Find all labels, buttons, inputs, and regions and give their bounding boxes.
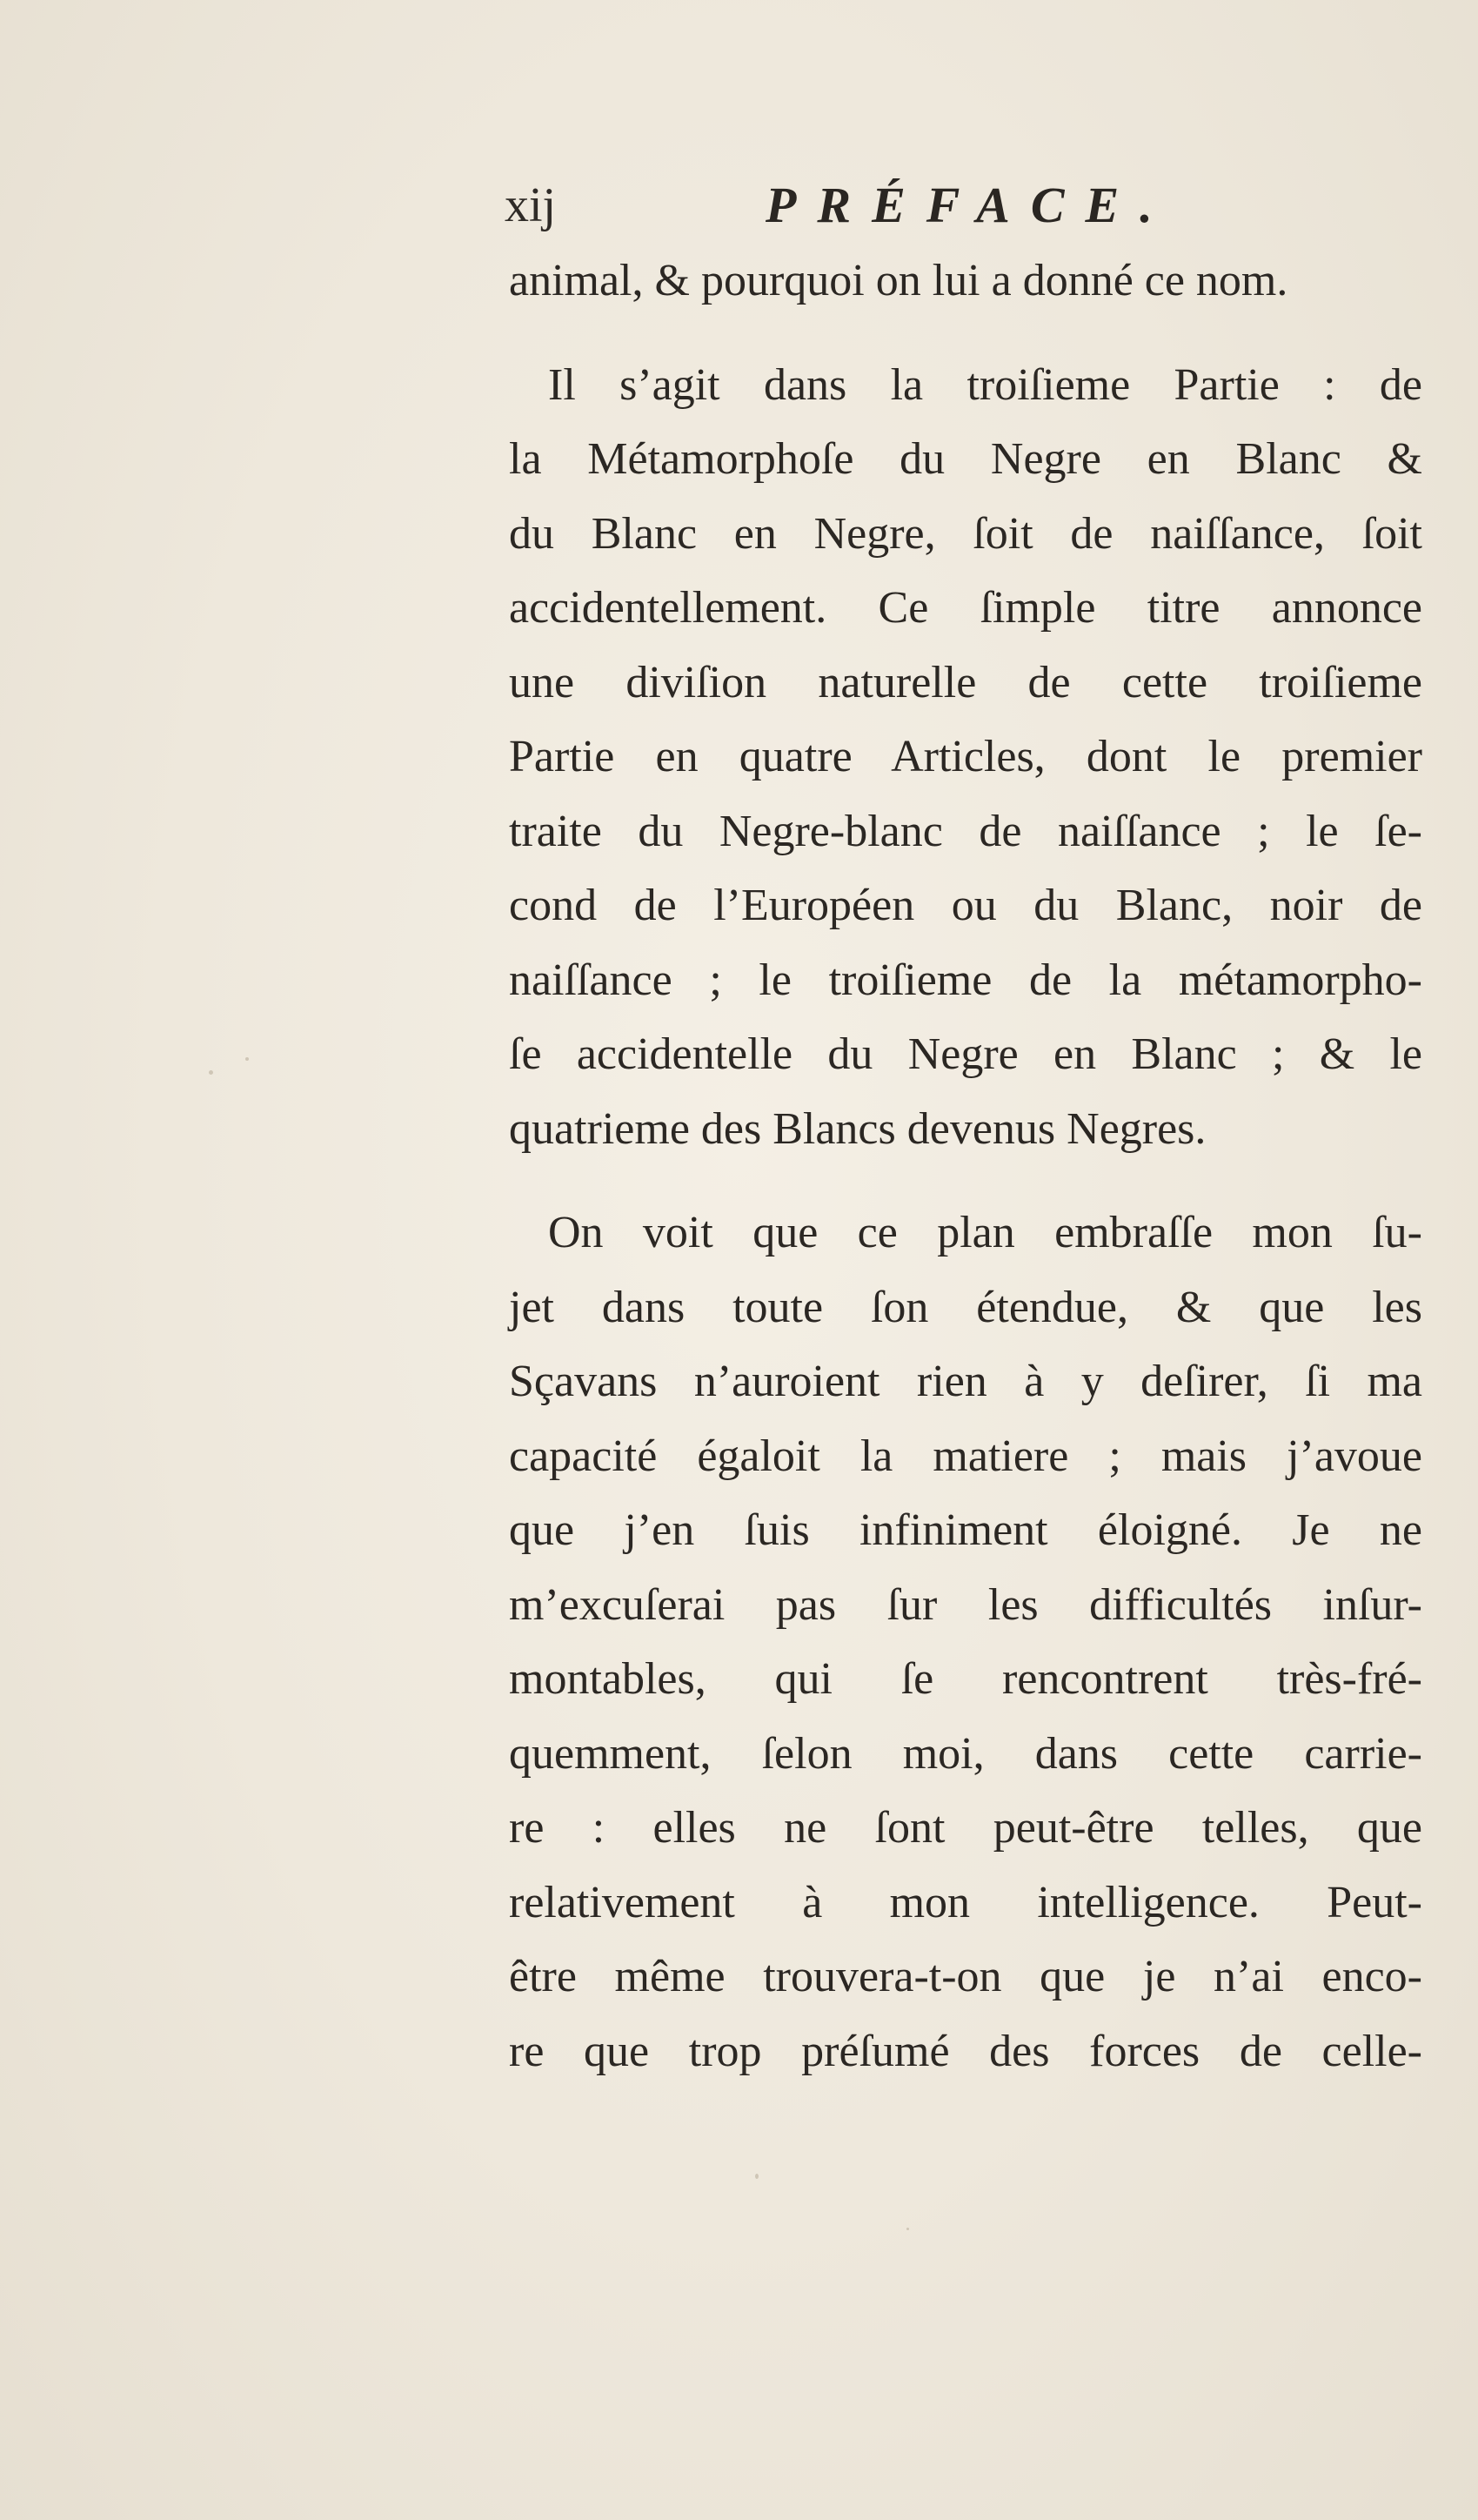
text-line: une diviſion naturelle de cette troiſieme bbox=[509, 657, 1422, 707]
page-header bbox=[505, 174, 1183, 252]
text-line: Partie en quatre Articles, dont le premier bbox=[509, 732, 1422, 781]
paper-speck bbox=[209, 1070, 213, 1075]
text-line: montables, qui ſe rencontrent très-fré- bbox=[509, 1654, 1422, 1704]
paper-speck bbox=[755, 2174, 759, 2179]
body-text bbox=[509, 244, 1422, 2088]
text-line: animal, & pourquoi on lui a donné ce nom. bbox=[509, 256, 1288, 305]
paragraph bbox=[509, 244, 1422, 318]
text-line: Il s’agit dans la troiſieme Partie : de bbox=[548, 359, 1422, 410]
text-line: capacité égaloit la matiere ; mais j’avoue bbox=[509, 1431, 1422, 1481]
text-line: Sçavans n’auroient rien à y deſirer, ſi ma bbox=[509, 1357, 1422, 1406]
text-line: cond de l’Européen ou du Blanc, noir de bbox=[509, 881, 1422, 930]
paragraph-gap bbox=[509, 318, 1422, 348]
paragraph bbox=[509, 348, 1422, 1167]
text-line: la Métamorphoſe du Negre en Blanc & bbox=[509, 434, 1422, 484]
text-line: relativement à mon intelligence. Peut- bbox=[509, 1877, 1422, 1927]
text-line: que j’en ſuis infiniment éloigné. Je ne bbox=[509, 1505, 1422, 1555]
text-line: On voit que ce plan embraſſe mon ſu- bbox=[548, 1208, 1422, 1257]
paper-speck bbox=[906, 2228, 909, 2230]
text-line: m’excuſerai pas ſur les difficultés inſur- bbox=[509, 1579, 1422, 1630]
page-number: xij bbox=[505, 178, 557, 232]
text-line: traite du Negre-blanc de naiſſance ; le ſe- bbox=[509, 806, 1422, 856]
text-line: re : elles ne ſont peut-être telles, que bbox=[509, 1803, 1422, 1853]
text-line: accidentellement. Ce ſimple titre annonce bbox=[509, 583, 1422, 633]
text-line: être même trouvera-t-on que je n’ai enco- bbox=[509, 1952, 1422, 2001]
text-line: quemment, ſelon moi, dans cette carrie- bbox=[509, 1728, 1422, 1779]
running-head: PRÉFACE. bbox=[766, 177, 1174, 233]
paragraph bbox=[509, 1196, 1422, 2088]
paragraph-gap bbox=[509, 1166, 1422, 1196]
text-line: ſe accidentelle du Negre en Blanc ; & le bbox=[509, 1029, 1422, 1079]
text-line: naiſſance ; le troiſieme de la métamorpho- bbox=[509, 955, 1422, 1005]
text-line: du Blanc en Negre, ſoit de naiſſance, ſoit bbox=[509, 508, 1422, 559]
text-line: quatrieme des Blancs devenus Negres. bbox=[509, 1103, 1207, 1154]
text-line: jet dans toute ſon étendue, & que les bbox=[509, 1282, 1422, 1332]
paper-speck bbox=[245, 1057, 249, 1061]
text-line: re que trop préſumé des forces de celle- bbox=[509, 2026, 1422, 2076]
